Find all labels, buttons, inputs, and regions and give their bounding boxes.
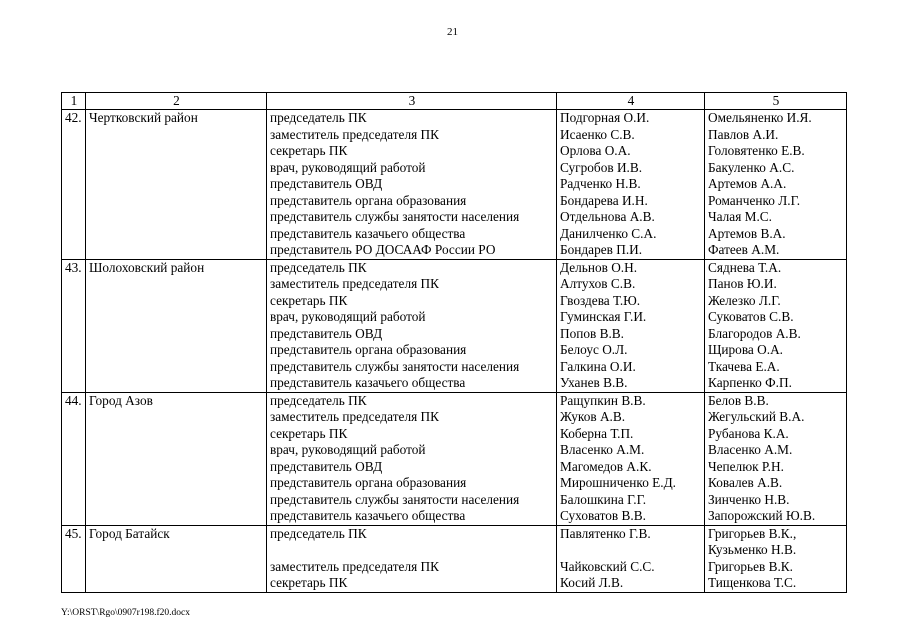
member-entry: Бондарева И.Н.: [560, 192, 648, 208]
role-entry: представитель ОВД: [270, 176, 383, 191]
member-entry: Исаенко С.В.: [560, 126, 635, 142]
header-cell-5: 5: [705, 93, 847, 110]
reserve-entry: Бакуленко А.С.: [708, 159, 795, 175]
member-list: [557, 259, 705, 392]
member-entry: Чайковский С.С.: [560, 558, 655, 574]
member-entry: Орлова О.А.: [560, 143, 631, 158]
role-list: [267, 110, 557, 260]
reserve-entry: Фатеев А.М.: [708, 242, 780, 257]
role-entry: представитель органа образования: [270, 192, 467, 208]
reserve-entry: Щирова О.А.: [708, 342, 784, 357]
reserve-entry: Артемов А.А.: [708, 176, 787, 191]
member-entry: Жуков А.В.: [560, 409, 626, 424]
role-entry: представитель службы занятости населения: [270, 491, 520, 507]
reserve-entry: Романченко Л.Г.: [708, 192, 801, 208]
member-list: [557, 392, 705, 525]
page-number: 21: [447, 26, 458, 38]
role-entry: представитель органа образования: [270, 475, 467, 490]
reserve-list: [705, 525, 847, 592]
member-entry: Магомедов А.К.: [560, 458, 652, 474]
member-list: [557, 525, 705, 592]
reserve-entry: Жегульский В.А.: [708, 409, 805, 424]
district-name: Чертковский район: [86, 110, 267, 260]
header-cell-1: 1: [62, 93, 86, 110]
district-name: Шолоховский район: [86, 259, 267, 392]
member-list: [557, 110, 705, 260]
reserve-entry: Павлов А.И.: [708, 126, 779, 142]
role-list: [267, 259, 557, 392]
member-entry: Мирошниченко Е.Д.: [560, 475, 677, 490]
header-cell-4: 4: [557, 93, 705, 110]
reserve-entry: Панов Ю.И.: [708, 276, 777, 291]
footer-file-path: Y:\ORST\Rgo\0907r198.f20.docx: [61, 608, 190, 618]
reserve-list: [705, 259, 847, 392]
header-cell-2: 2: [86, 93, 267, 110]
member-entry: Алтухов С.В.: [560, 276, 636, 291]
role-entry: представитель казачьего общества: [270, 225, 466, 241]
member-entry: Дельнов О.Н.: [560, 259, 638, 275]
member-entry: Власенко А.М.: [560, 442, 645, 457]
role-entry: заместитель председателя ПК: [270, 276, 439, 291]
member-entry: Ращупкин В.В.: [560, 392, 646, 408]
member-entry: Косий Л.В.: [560, 575, 624, 590]
member-entry: Суховатов В.В.: [560, 508, 646, 523]
row-number: 44.: [62, 392, 86, 525]
header-row: [62, 93, 847, 110]
member-entry: Попов В.В.: [560, 325, 625, 341]
role-entry: врач, руководящий работой: [270, 442, 426, 457]
role-entry: заместитель председателя ПК: [270, 126, 439, 142]
role-entry: председатель ПК: [270, 259, 367, 275]
table-row: [62, 110, 847, 260]
role-entry: секретарь ПК: [270, 143, 348, 158]
reserve-entry: Зинченко Н.В.: [708, 491, 790, 507]
member-entry: Белоус О.Л.: [560, 342, 628, 357]
table-row: [62, 525, 847, 592]
member-entry: Бондарев П.И.: [560, 242, 643, 257]
role-entry: представитель казачьего общества: [270, 375, 466, 390]
role-entry: представитель службы занятости населения: [270, 358, 520, 374]
role-entry: председатель ПК: [270, 525, 367, 541]
role-entry: врач, руководящий работой: [270, 309, 426, 324]
reserve-entry: Григорьев В.К.,: [708, 525, 797, 541]
reserve-entry: Тищенкова Т.С.: [708, 575, 797, 590]
role-entry: представитель РО ДОСААФ России РО: [270, 242, 496, 257]
role-list: [267, 392, 557, 525]
header-cell-3: 3: [267, 93, 557, 110]
row-number: 43.: [62, 259, 86, 392]
role-entry: [270, 542, 554, 559]
role-entry: секретарь ПК: [270, 425, 348, 441]
reserve-entry: Запорожский Ю.В.: [708, 508, 816, 523]
row-number: 42.: [62, 110, 86, 260]
commission-table: [61, 92, 847, 593]
reserve-entry: Ковалев А.В.: [708, 475, 783, 490]
table-row: [62, 259, 847, 392]
member-entry: Гвоздева Т.Ю.: [560, 292, 641, 308]
reserve-entry: Головятенко Е.В.: [708, 143, 805, 158]
member-entry: Данилченко С.А.: [560, 225, 657, 241]
reserve-entry: Ткачева Е.А.: [708, 358, 780, 374]
reserve-entry: Чепелюк Р.Н.: [708, 458, 784, 474]
member-entry: Уханев В.В.: [560, 375, 628, 390]
role-entry: председатель ПК: [270, 110, 367, 125]
reserve-entry: Кузьменко Н.В.: [708, 542, 797, 557]
role-entry: представитель ОВД: [270, 458, 383, 474]
district-name: Город Батайск: [86, 525, 267, 592]
member-entry: [560, 542, 702, 559]
role-entry: представитель ОВД: [270, 325, 383, 341]
role-entry: заместитель председателя ПК: [270, 409, 439, 424]
table-row: [62, 392, 847, 525]
member-entry: Радченко Н.В.: [560, 176, 641, 191]
role-entry: заместитель председателя ПК: [270, 558, 439, 574]
reserve-entry: Чалая М.С.: [708, 209, 772, 224]
reserve-entry: Власенко А.М.: [708, 442, 793, 457]
member-entry: Галкина О.И.: [560, 358, 636, 374]
role-entry: секретарь ПК: [270, 292, 348, 308]
role-entry: секретарь ПК: [270, 575, 348, 590]
reserve-entry: Железко Л.Г.: [708, 292, 781, 308]
reserve-entry: Сяднева Т.А.: [708, 259, 782, 275]
reserve-entry: Рубанова К.А.: [708, 425, 789, 441]
role-entry: представитель органа образования: [270, 342, 467, 357]
reserve-entry: Артемов В.А.: [708, 225, 786, 241]
member-entry: Подгорная О.И.: [560, 110, 650, 125]
role-entry: представитель службы занятости населения: [270, 209, 520, 224]
role-entry: врач, руководящий работой: [270, 159, 426, 175]
row-number: 45.: [62, 525, 86, 592]
member-entry: Гуминская Г.И.: [560, 309, 647, 324]
member-entry: Отдельнова А.В.: [560, 209, 655, 224]
reserve-entry: Суковатов С.В.: [708, 309, 794, 324]
member-entry: Балошкина Г.Г.: [560, 491, 647, 507]
role-entry: председатель ПК: [270, 392, 367, 408]
reserve-entry: Благородов А.В.: [708, 325, 801, 341]
member-entry: Сугробов И.В.: [560, 159, 643, 175]
role-list: [267, 525, 557, 592]
member-entry: Павлятенко Г.В.: [560, 525, 651, 541]
role-entry: представитель казачьего общества: [270, 508, 466, 523]
reserve-entry: Карпенко Ф.П.: [708, 375, 792, 390]
reserve-entry: Белов В.В.: [708, 392, 769, 408]
reserve-list: [705, 110, 847, 260]
reserve-list: [705, 392, 847, 525]
district-name: Город Азов: [86, 392, 267, 525]
reserve-entry: Омельяненко И.Я.: [708, 110, 812, 125]
member-entry: Коберна Т.П.: [560, 425, 634, 441]
reserve-entry: Григорьев В.К.: [708, 558, 793, 574]
table-body: [62, 93, 847, 593]
